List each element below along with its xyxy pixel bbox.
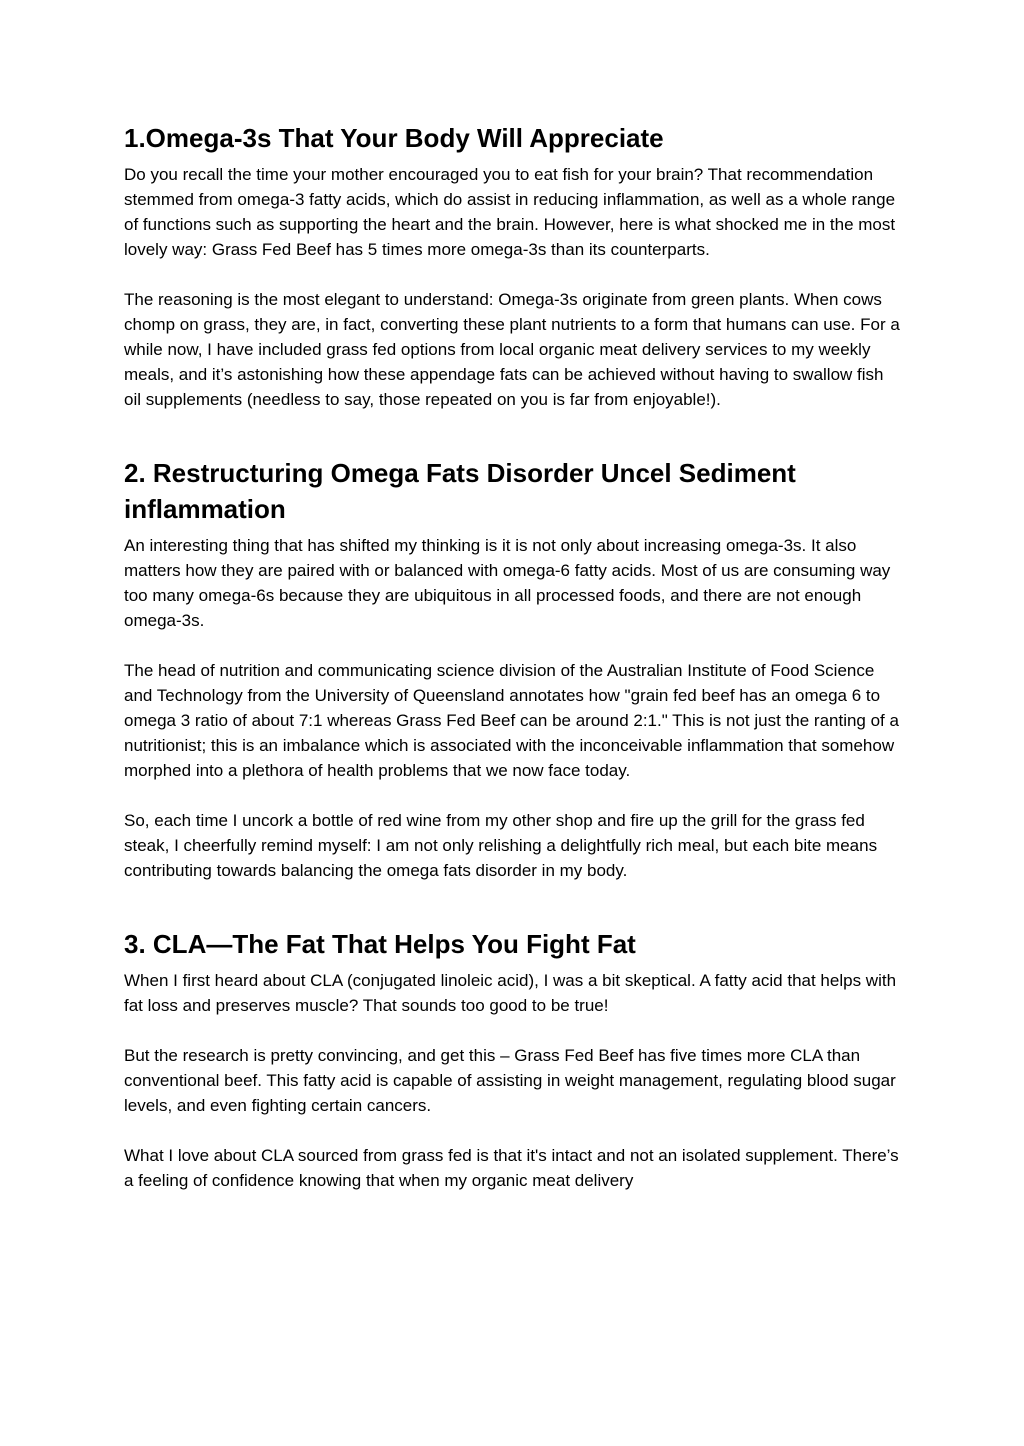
paragraph: The reasoning is the most elegant to understand: Omega-3s originate from green plants. When cows chomp on grass, they are, in fact, converting these plant nutrients to a form that humans can use. For a while now, I have included grass fed options from local organic meat delivery services to my weekly meals, and it’s astonishing how these appendage fats can be achieved without having to swallow fish oil supplements (needless to say, those repeated on you is far from enjoyable!). [124,290,900,409]
document-page [124,120,904,1193]
section-heading: 2. Restructuring Omega Fats Disorder Uncel Sediment inflammation [124,458,796,524]
section-omega-3s [124,120,904,412]
section-heading: 3. CLA—The Fat That Helps You Fight Fat [124,929,636,959]
paragraph: But the research is pretty convincing, and get this – Grass Fed Beef has five times more CLA than conventional beef. This fatty acid is capable of assisting in weight management, regulating blood sugar levels, and even fighting certain cancers. [124,1046,896,1115]
paragraph: So, each time I uncork a bottle of red wine from my other shop and fire up the grill for the grass fed steak, I cheerfully remind myself: I am not only relishing a delightfully rich meal, but each bite means contributing towards balancing the omega fats disorder in my body. [124,811,878,880]
section-heading: 1.Omega-3s That Your Body Will Appreciate [124,123,664,153]
paragraph: When I first heard about CLA (conjugated linoleic acid), I was a bit skeptical. A fatty acid that helps with fat loss and preserves muscle? That sounds too good to be true! [124,971,897,1015]
paragraph: Do you recall the time your mother encouraged you to eat fish for your brain? That recommendation stemmed from omega-3 fatty acids, which do assist in reducing inflammation, as well as a whole range of functions such as supporting the heart and the brain. However, here is what shocked me in the most lovely way: Grass Fed Beef has 5 times more omega-3s than its counterparts. [124,165,896,259]
paragraph: The head of nutrition and communicating science division of the Australian Institute of Food Science and Technology from the University of Queensland annotates how "grain fed beef has an omega 6 to omega 3 ratio of about 7:1 whereas Grass Fed Beef can be around 2:1." This is not just the ranting of a nutritionist; this is an imbalance which is associated with the inconceivable inflammation that somehow morphed into a plethora of health problems that we now face today. [124,661,899,780]
section-cla [124,926,904,1193]
paragraph: An interesting thing that has shifted my thinking is it is not only about increasing omega-3s. It also matters how they are paired with or balanced with omega-6 fatty acids. Most of us are consuming way too many omega-6s because they are ubiquitous in all processed foods, and there are not enough omega-3s. [124,536,891,630]
paragraph: What I love about CLA sourced from grass fed is that it's intact and not an isolated supplement. There’s a feeling of confidence knowing that when my organic meat delivery [124,1146,899,1190]
section-omega-balance [124,455,904,883]
